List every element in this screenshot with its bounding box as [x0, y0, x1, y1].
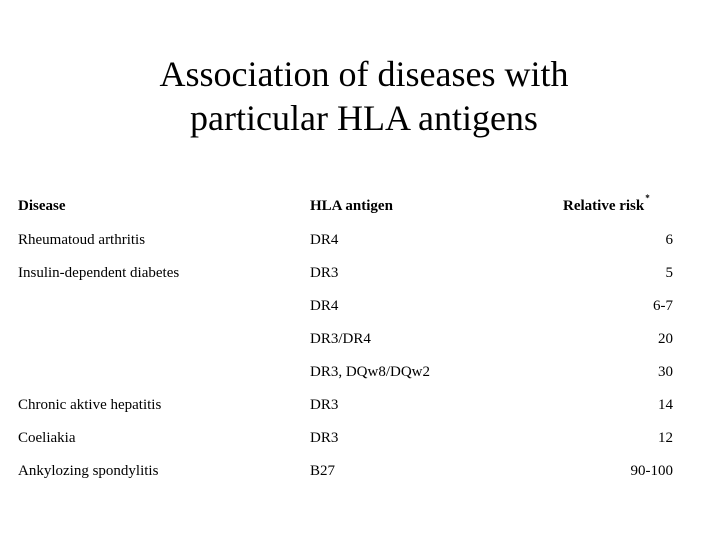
- table-header-row: [18, 190, 708, 224]
- header-hla-antigen: HLA antigen: [310, 198, 393, 214]
- cell-hla-antigen: DR3/DR4: [310, 331, 371, 347]
- cell-relative-risk: 90-100: [630, 463, 673, 479]
- cell-disease: Insulin-dependent diabetes: [18, 265, 180, 281]
- cell-hla-antigen: DR3: [310, 265, 339, 281]
- cell-hla-antigen: B27: [310, 463, 336, 479]
- table-row: [18, 422, 708, 455]
- cell-relative-risk: 30: [658, 364, 673, 380]
- header-relative-risk-label: Relative risk: [563, 198, 645, 214]
- table-row: [18, 323, 708, 356]
- title-line-2: particular HLA antigens: [190, 98, 538, 138]
- cell-relative-risk: 12: [658, 430, 673, 446]
- cell-disease: Ankylozing spondylitis: [18, 463, 159, 479]
- cell-relative-risk: 5: [665, 265, 673, 281]
- header-disease: Disease: [18, 198, 66, 214]
- title-line-1: Association of diseases with: [159, 54, 569, 94]
- table-row: [18, 389, 708, 422]
- table-row: [18, 224, 708, 257]
- table-row: [18, 257, 708, 290]
- table-row: [18, 455, 708, 488]
- cell-relative-risk: 20: [658, 331, 673, 347]
- footnote-marker: *: [645, 193, 650, 203]
- cell-disease: Coeliakia: [18, 430, 76, 446]
- cell-hla-antigen: DR4: [310, 232, 339, 248]
- header-relative-risk: [563, 190, 673, 224]
- cell-relative-risk: 6-7: [653, 298, 673, 314]
- cell-hla-antigen: DR3: [310, 430, 339, 446]
- cell-relative-risk: 6: [665, 232, 673, 248]
- cell-hla-antigen: DR4: [310, 298, 339, 314]
- table-row: [18, 290, 708, 323]
- cell-hla-antigen: DR3, DQw8/DQw2: [310, 364, 430, 380]
- cell-hla-antigen: DR3: [310, 397, 339, 413]
- hla-association-table: [18, 190, 708, 488]
- table-row: [18, 356, 708, 389]
- cell-disease: Chronic aktive hepatitis: [18, 397, 162, 413]
- page-title: [0, 52, 728, 140]
- cell-disease: Rheumatoud arthritis: [18, 232, 146, 248]
- cell-relative-risk: 14: [658, 397, 673, 413]
